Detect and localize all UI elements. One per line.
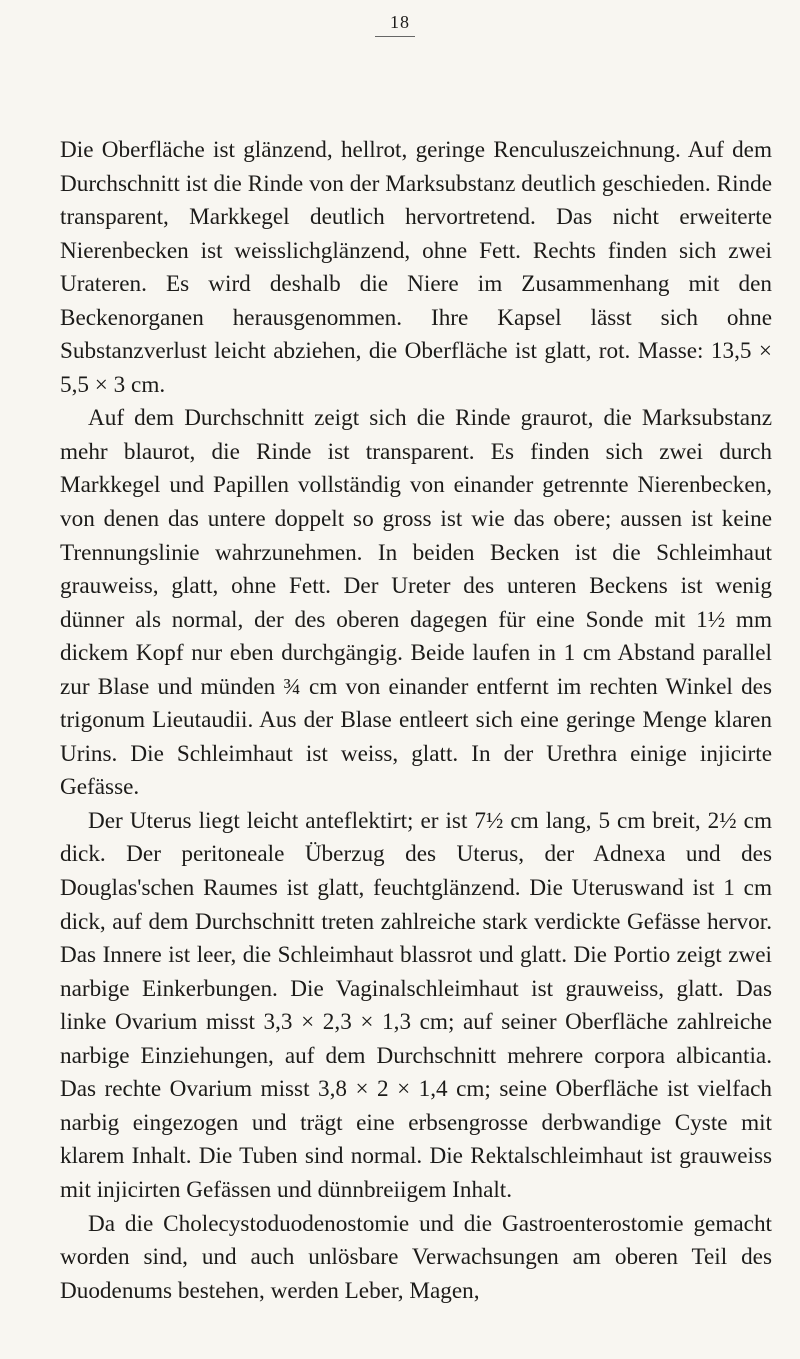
paragraph-kidney-surface: Die Oberfläche ist glänzend, hellrot, geringe Renculuszeichnung. Auf dem Durchschnitt ist die Rinde von der Marksubstanz deutlich geschieden. Rinde transparent, Markkegel deutlich hervortretend. Das nicht erweiterte Nierenbecken ist weisslichglänzend, ohne Fett. Rechts finden sich zwei Urateren. Es wird deshalb die Niere im Zusammenhang mit den Beckenorganen herausgenommen. Ihre Kapsel lässt sich ohne Substanzverlust leicht abziehen, die Oberfläche ist glatt, rot. Masse: 13,5 × 5,5 × 3 cm. <box>60 137 772 398</box>
header-rule <box>375 36 415 37</box>
paragraph-uterus: Der Uterus liegt leicht anteflektirt; er ist 7½ cm lang, 5 cm breit, 2½ cm dick. Der peritoneale Überzug des Uterus, der Adnexa und des Douglas'schen Raumes ist glatt, feuchtglänzend. Die Uteruswand ist 1 cm dick, auf dem Durchschnitt treten zahlreiche stark verdickte Gefässe hervor. Das Innere ist leer, die Schleimhaut blassrot und glatt. Die Portio zeigt zwei narbige Einkerbungen. Die Vaginalschleimhaut ist grauweiss, glatt. Das linke Ovarium misst 3,3 × 2,3 × 1,3 cm; auf seiner Oberfläche zahlreiche narbige Einziehungen, auf dem Durchschnitt mehrere corpora albicantia. Das rechte Ovarium misst 3,8 × 2 × 1,4 cm; seine Oberfläche ist vielfach narbig eingezogen und trägt eine erbsengrosse derbwandige Cyste mit klarem Inhalt. Die Tuben sind normal. Die Rektalschleimhaut ist grauweiss mit injicirten Gefässen und dünnbreiigem Inhalt. <box>60 807 772 1203</box>
paragraph-liver-stomach: Da die Cholecystoduodenostomie und die Gastroenterostomie gemacht worden sind, und auch unlösbare Verwachsungen am oberen Teil des Duodenums bestehen, werden Leber, Magen, <box>60 1210 772 1304</box>
paragraph-kidney-section: Auf dem Durchschnitt zeigt sich die Rinde graurot, die Marksubstanz mehr blaurot, die Rinde ist transparent. Es finden sich zwei durch Markkegel und Papillen vollständig von einander getrennte Nierenbecken, von denen das untere doppelt so gross ist wie das obere; aussen ist keine Trennungslinie wahrzunehmen. In beiden Becken ist die Schleimhaut grauweiss, glatt, ohne Fett. Der Ureter des unteren Beckens ist wenig dünner als normal, der des oberen dagegen für eine Sonde mit 1½ mm dickem Kopf nur eben durchgängig. Beide laufen in 1 cm Abstand parallel zur Blase und münden ¾ cm von einander entfernt im rechten Winkel des trigonum Lieutaudii. Aus der Blase entleert sich eine geringe Menge klaren Urins. Die Schleimhaut ist weiss, glatt. In der Urethra einige injicirte Gefässe. <box>60 405 772 801</box>
body-text <box>60 134 772 1308</box>
page-number: 18 <box>390 12 410 32</box>
